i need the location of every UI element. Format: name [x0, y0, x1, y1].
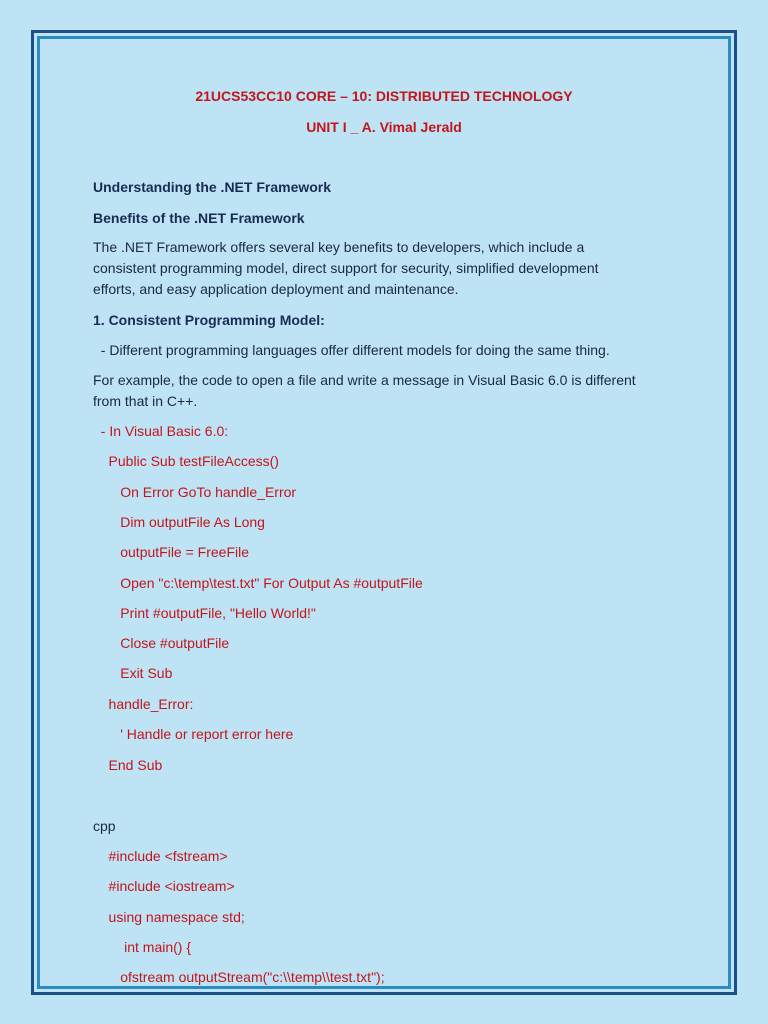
vb-code-line: handle_Error:: [93, 696, 194, 712]
cpp-code-line: #include <fstream>: [93, 848, 228, 864]
vb-code-line: End Sub: [93, 757, 163, 773]
vb-code-line: Dim outputFile As Long: [93, 514, 265, 530]
cpp-code-line: ofstream outputStream("c:\\temp\\test.txt");: [93, 969, 385, 985]
cpp-code-line: using namespace std;: [93, 909, 245, 925]
cpp-code-line: #include <iostream>: [93, 878, 235, 894]
vb-code-line: Public Sub testFileAccess(): [93, 453, 279, 469]
vb-code-line: - In Visual Basic 6.0:: [93, 423, 229, 439]
course-title: 21UCS53CC10 CORE – 10: DISTRIBUTED TECHNOLOGY: [195, 88, 573, 104]
intro-line-3: efforts, and easy application deployment and maintenance.: [93, 281, 459, 297]
heading-understanding: Understanding the .NET Framework: [93, 179, 332, 195]
cpp-label: cpp: [93, 818, 116, 834]
example-line-1: For example, the code to open a file and write a message in Visual Basic 6.0 is different: [93, 372, 636, 388]
point-1-heading: 1. Consistent Programming Model:: [93, 312, 325, 328]
point-1-description: - Different programming languages offer different models for doing the same thing.: [93, 342, 610, 358]
cpp-code-line: int main() {: [93, 939, 192, 955]
vb-code-line: ' Handle or report error here: [93, 726, 294, 742]
example-line-2: from that in C++.: [93, 393, 198, 409]
vb-code-line: Exit Sub: [93, 665, 173, 681]
intro-line-1: The .NET Framework offers several key benefits to developers, which include a: [93, 239, 585, 255]
vb-code-line: outputFile = FreeFile: [93, 544, 250, 560]
intro-line-2: consistent programming model, direct support for security, simplified development: [93, 260, 599, 276]
vb-code-line: Print #outputFile, "Hello World!": [93, 605, 316, 621]
vb-code-line: On Error GoTo handle_Error: [93, 484, 297, 500]
heading-benefits: Benefits of the .NET Framework: [93, 210, 305, 226]
vb-code-line: Close #outputFile: [93, 635, 230, 651]
unit-title: UNIT I _ A. Vimal Jerald: [306, 119, 462, 135]
vb-code-line: Open "c:\temp\test.txt" For Output As #outputFile: [93, 575, 423, 591]
